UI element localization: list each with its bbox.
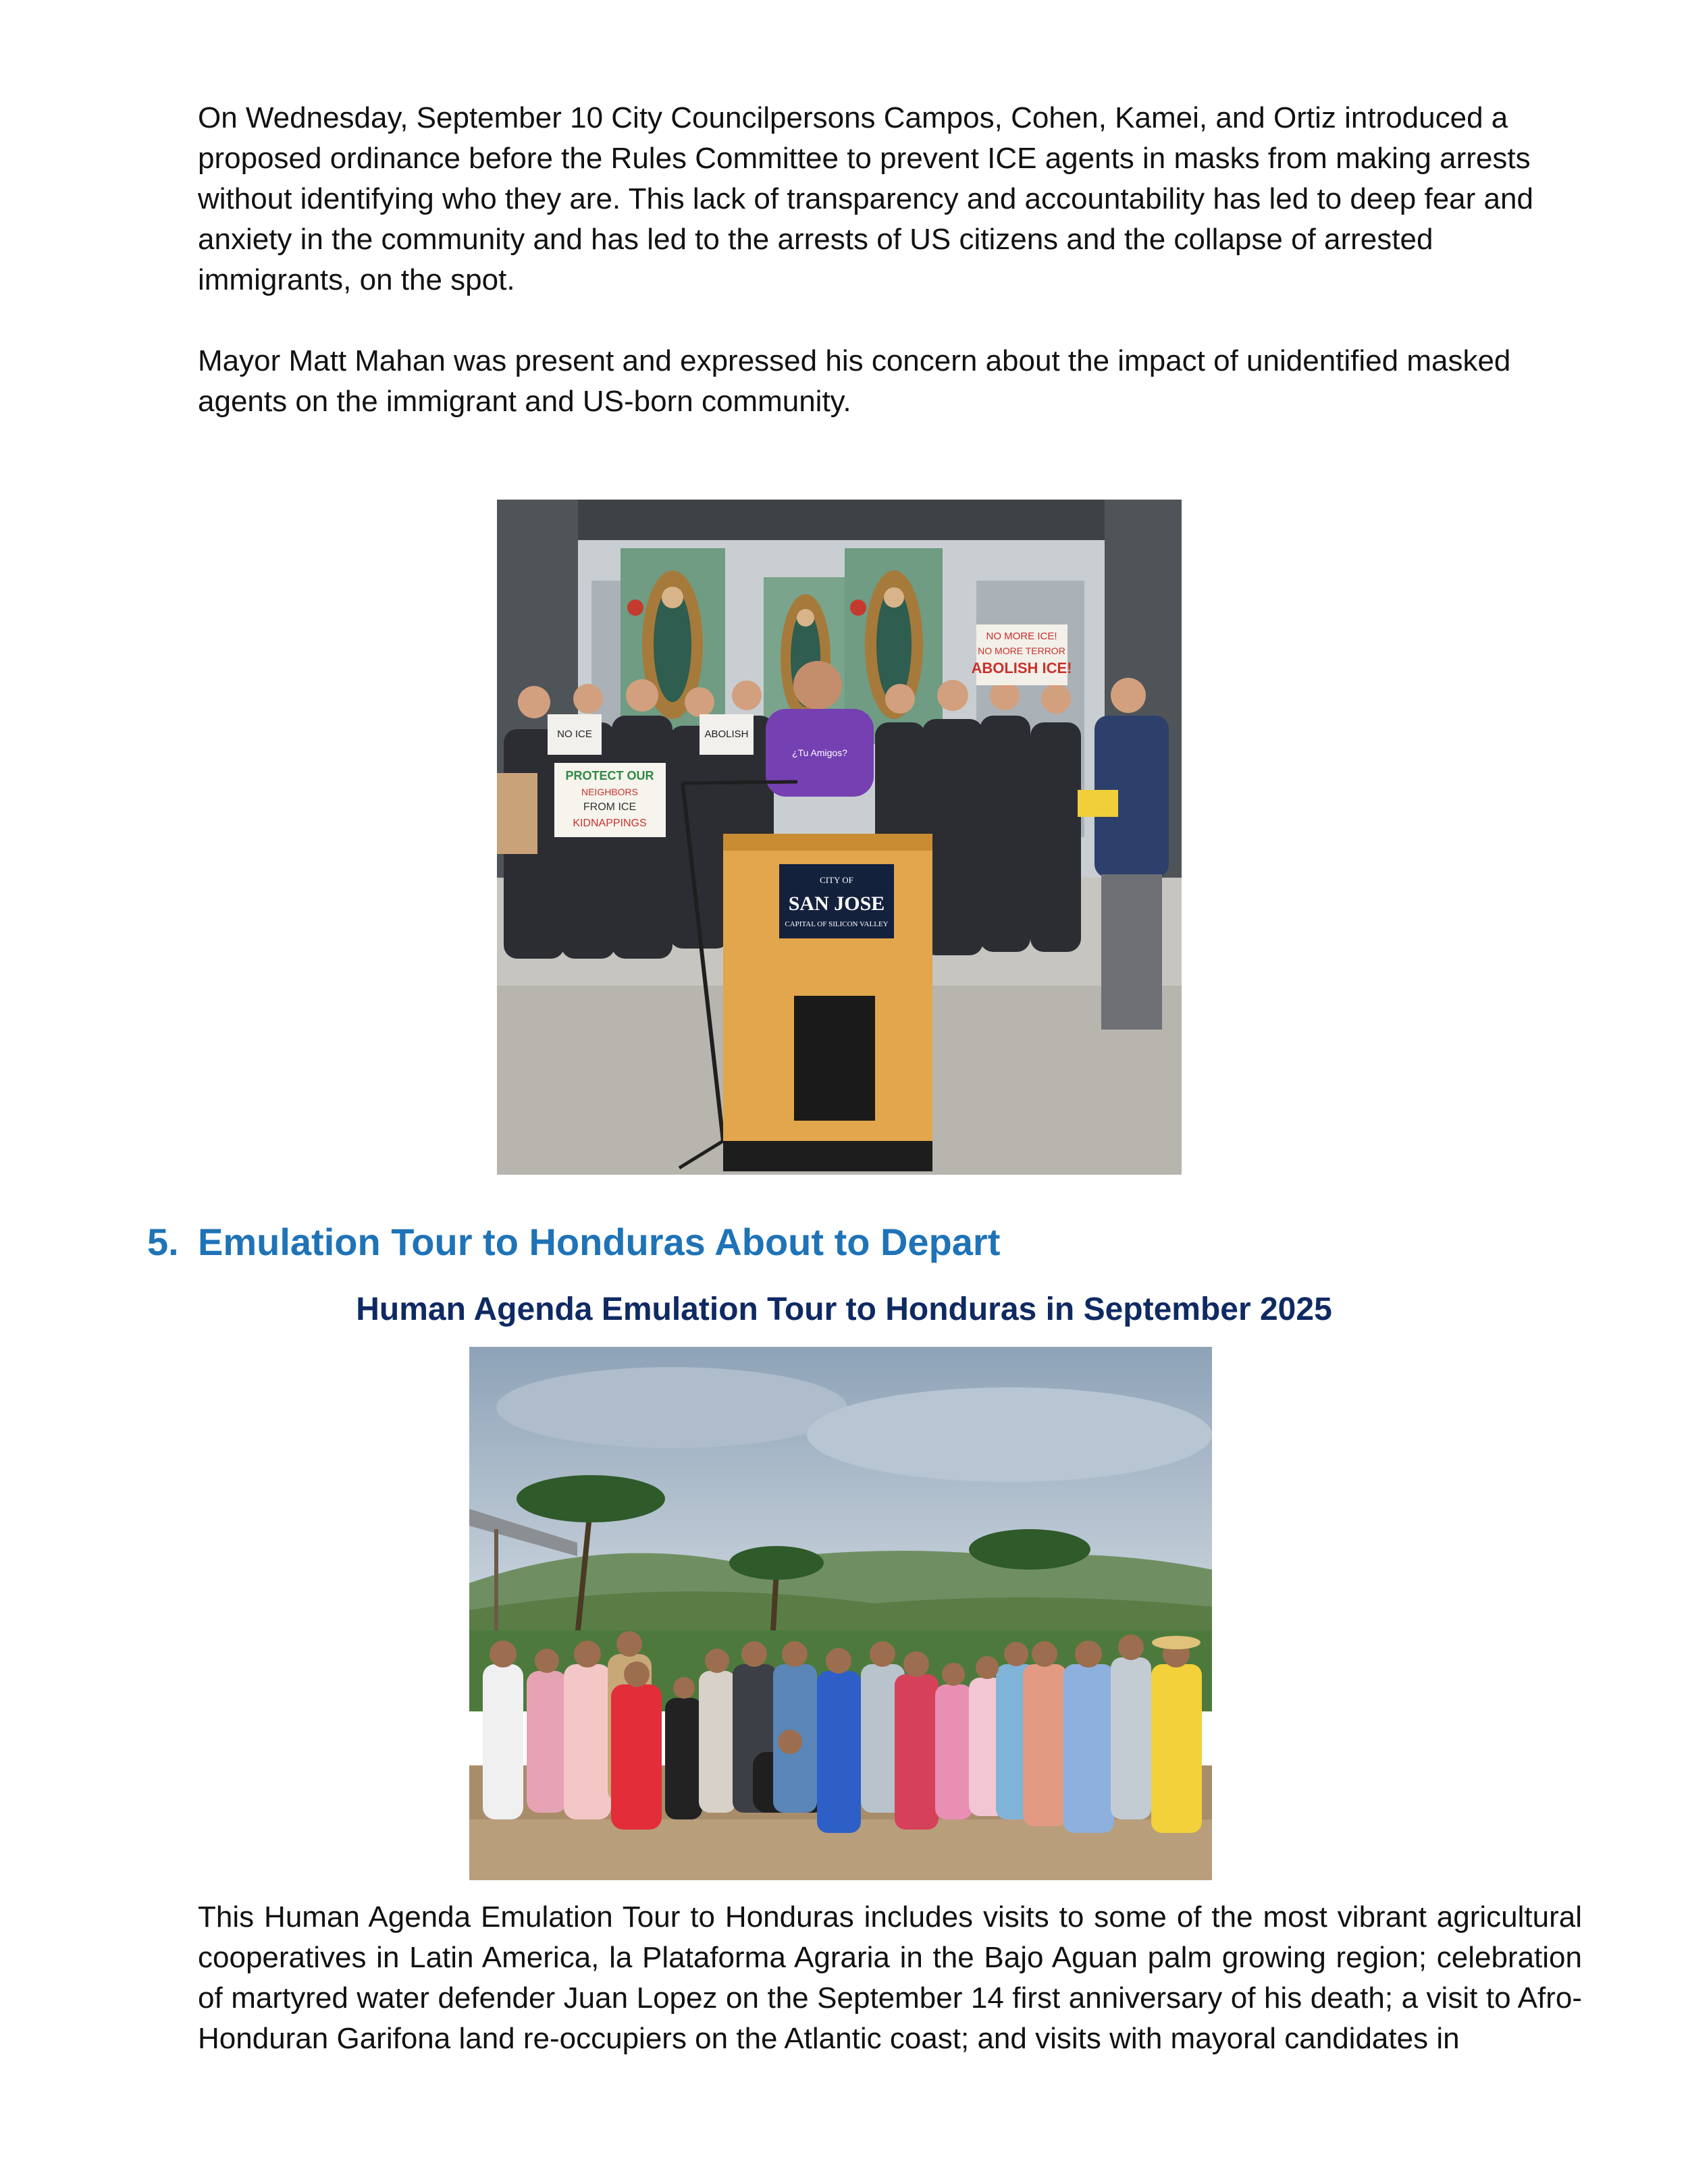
sign-abolish-ice: ABOLISH ICE!	[971, 660, 1072, 676]
section-subtitle: Human Agenda Emulation Tour to Honduras in September 2025	[356, 1291, 1332, 1327]
section-title: Emulation Tour to Honduras About to Depart	[198, 1221, 1001, 1263]
paragraph-ordinance: On Wednesday, September 10 City Councilpersons Campos, Cohen, Kamei, and Ortiz introduced a proposed ordinance before the Rules Committee to prevent ICE agents in masks from making arrests without identifying who they are. This lack of transparency and accountability has led to deep fear and anxiety in the community and has led to the arrests of US citizens and the collapse of arrested immigrants, on the spot.	[198, 101, 1533, 296]
sign-neighbors: NEIGHBORS	[581, 787, 639, 797]
podium-logo-line3: CAPITAL OF SILICON VALLEY	[785, 920, 889, 928]
rally-photo	[497, 500, 1182, 1175]
sign-no-more-ice: NO MORE ICE!	[986, 631, 1057, 642]
sign-no-more-terror: NO MORE TERROR	[978, 645, 1065, 656]
sign-no-ice: NO ICE	[557, 728, 592, 740]
shirt-text: ¿Tu Amigos?	[792, 747, 847, 758]
sign-from-ice: FROM ICE	[583, 801, 637, 813]
section-heading	[147, 1215, 1000, 1269]
podium-logo-line2: SAN JOSE	[788, 893, 885, 915]
paragraph-mayor: Mayor Matt Mahan was present and expressed his concern about the impact of unidentified masked agents on the immigrant and US-born community.	[198, 344, 1511, 418]
paragraph-tour-details: This Human Agenda Emulation Tour to Honduras includes visits to some of the most vibrant agricultural cooperatives in Latin America, la Plataforma Agraria in the Bajo Aguan palm growing region; celebration of martyred water defender Juan Lopez on the September 14 first anniversary of his death; a visit to Afro-Honduran Garifona land re-occupiers on the Atlantic coast; and visits with mayoral candidates in	[198, 1900, 1582, 2055]
sign-protect-our: PROTECT OUR	[565, 769, 654, 782]
podium-logo-line1: CITY OF	[820, 875, 853, 885]
sign-kidnappings: KIDNAPPINGS	[573, 818, 647, 829]
tour-group-photo	[469, 1347, 1212, 1880]
sign-abolish: ABOLISH	[704, 728, 749, 740]
section-number: 5.	[147, 1221, 179, 1263]
